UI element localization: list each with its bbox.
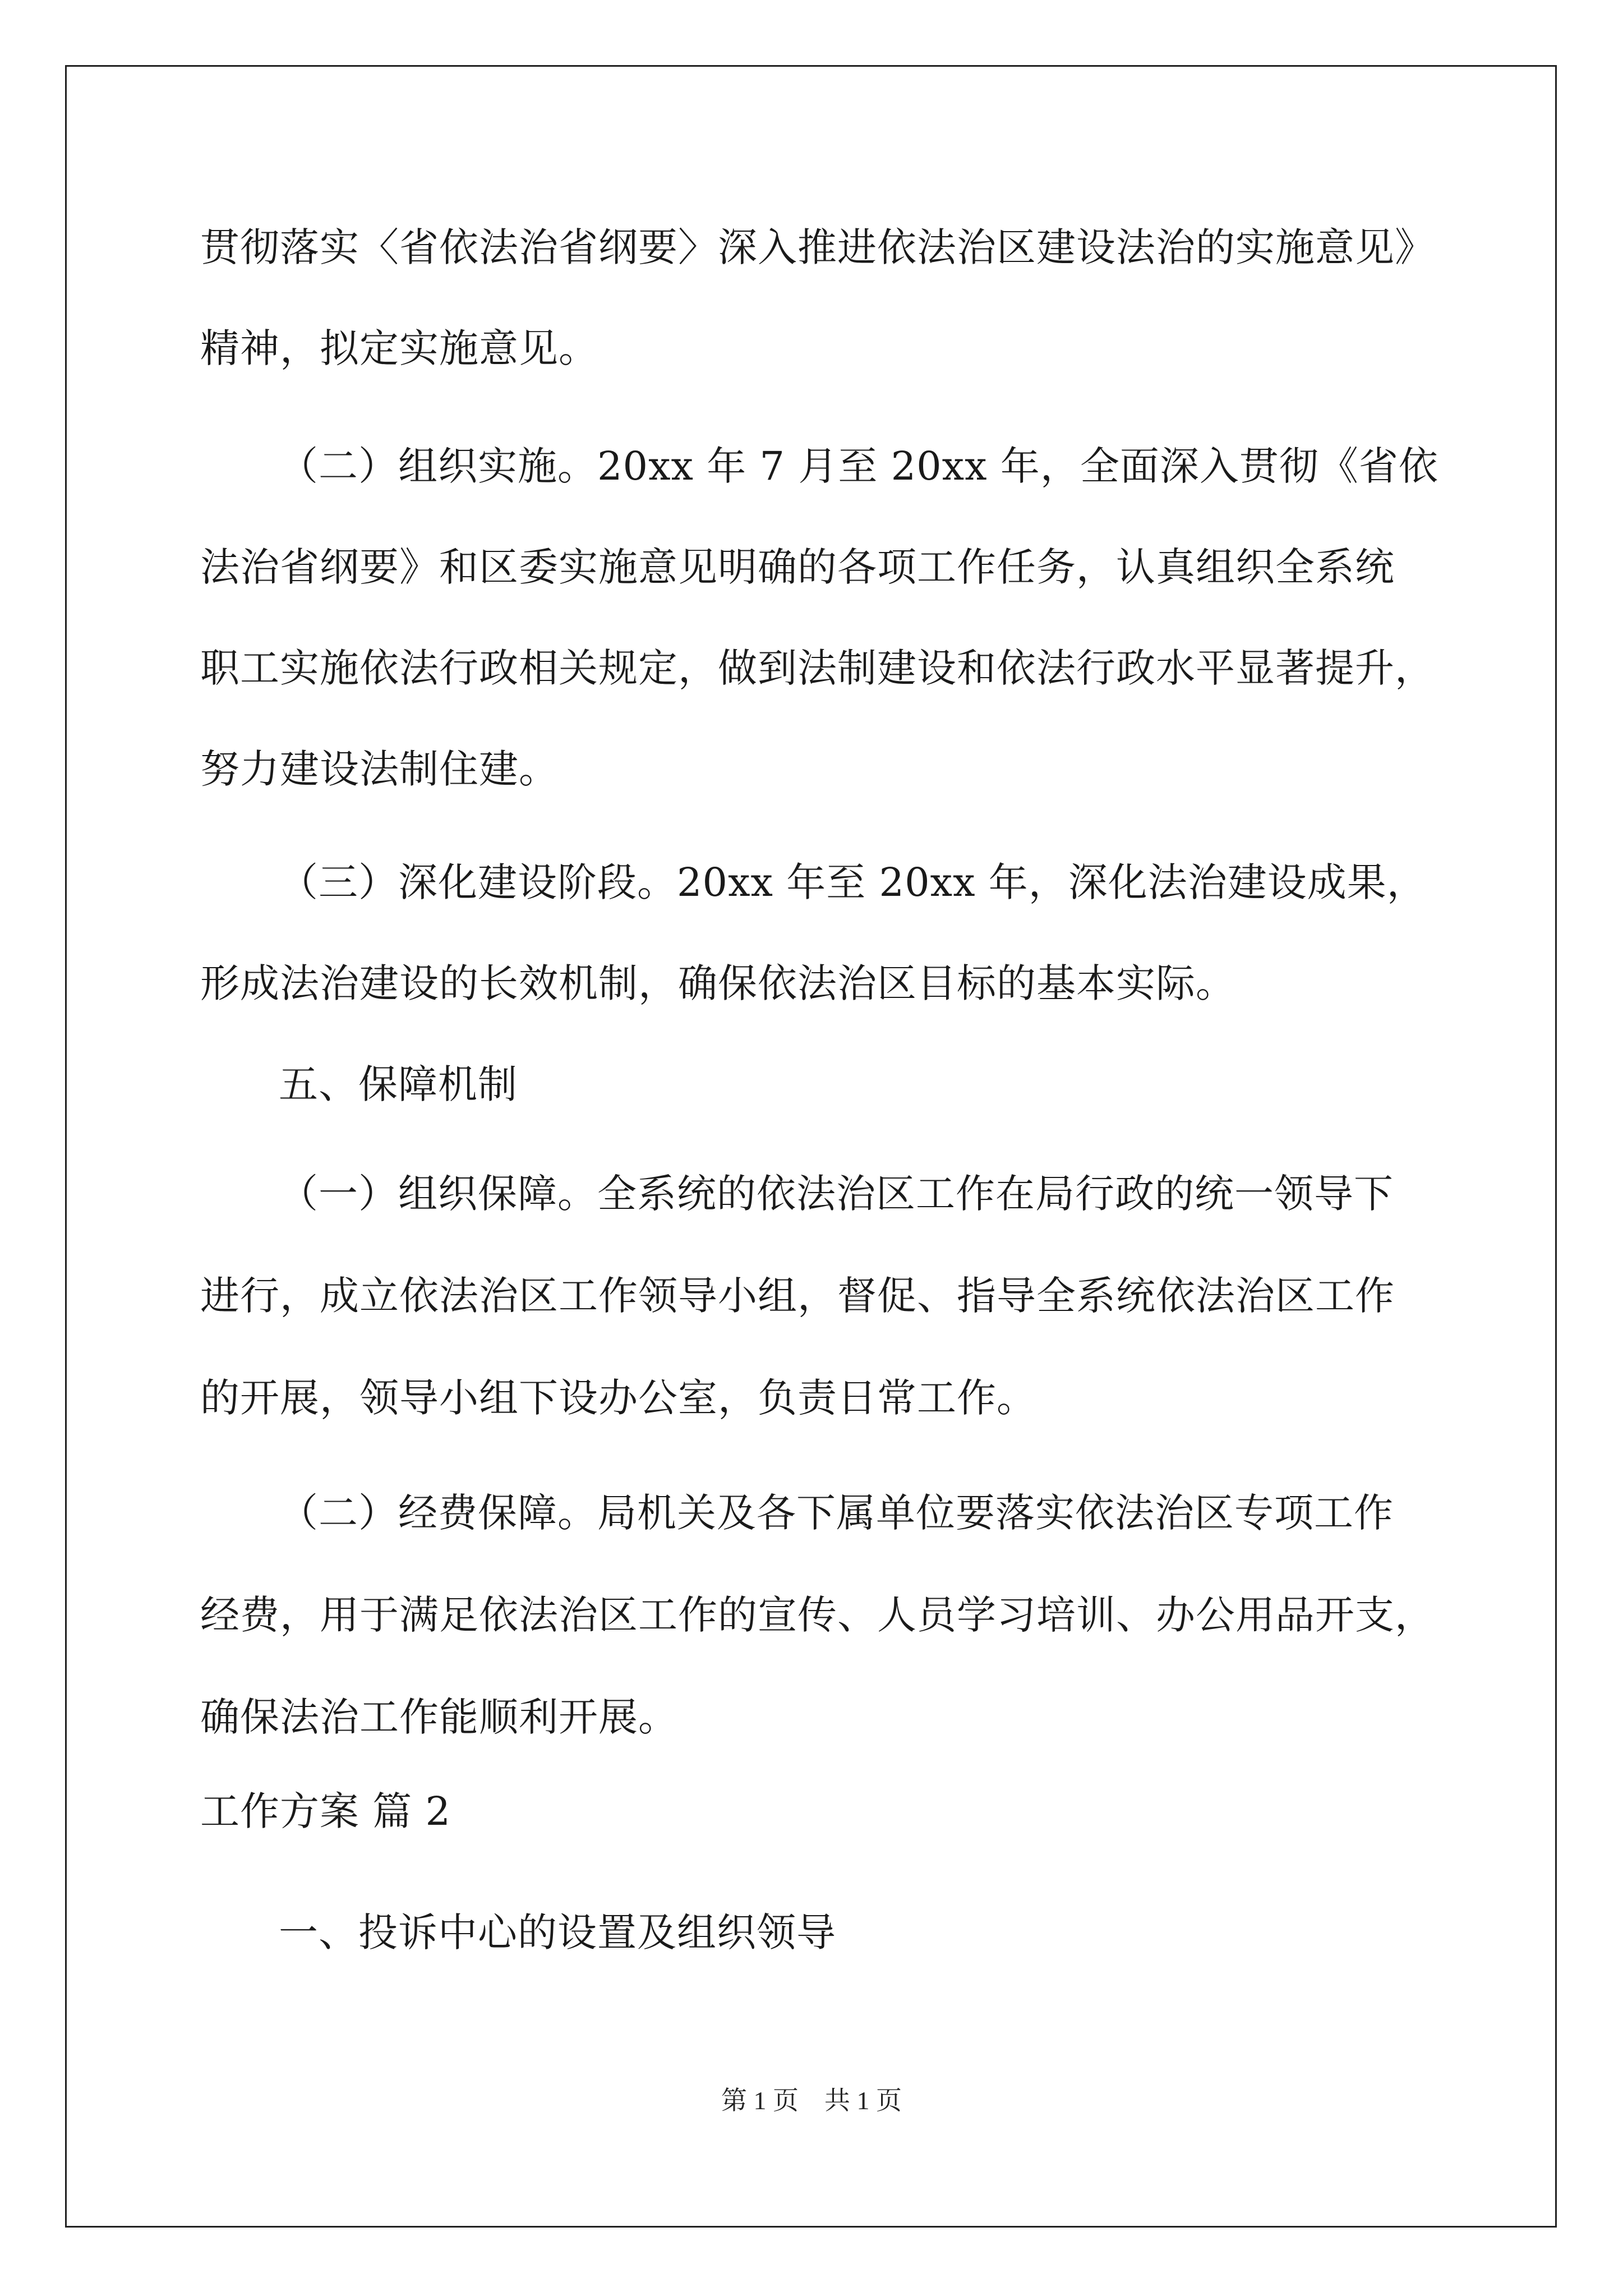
text-line-14: 经费，用于满足依法治区工作的宣传、人员学习培训、办公用品开支， [200, 1592, 1435, 1638]
text-line-6: 努力建设法制住建。 [200, 746, 559, 792]
section-title-plan-2: 工作方案 篇 2 [200, 1788, 451, 1834]
text-line-3: （二）组织实施。20xx 年 7 月至 20xx 年，全面深入贯彻《省依 [279, 443, 1438, 489]
text-line-4: 法治省纲要》和区委实施意见明确的各项工作任务，认真组织全系统 [200, 544, 1395, 590]
page-frame [65, 65, 1557, 2228]
text-line-1: 贯彻落实〈省依法治省纲要〉深入推进依法治区建设法治的实施意见》 [200, 224, 1435, 270]
text-line-10: （一）组织保障。全系统的依法治区工作在局行政的统一领导下 [279, 1171, 1394, 1217]
text-line-15: 确保法治工作能顺利开展。 [200, 1694, 678, 1740]
section-heading-guarantee: 五、保障机制 [279, 1061, 518, 1107]
text-line-11: 进行，成立依法治区工作领导小组，督促、指导全系统依法治区工作 [200, 1273, 1395, 1319]
text-line-8: 形成法治建设的长效机制，确保依法治区目标的基本实际。 [200, 960, 1235, 1006]
text-line-7: （三）深化建设阶段。20xx 年至 20xx 年，深化法治建设成果， [279, 859, 1427, 905]
text-line-13: （二）经费保障。局机关及各下属单位要落实依法治区专项工作 [279, 1490, 1394, 1536]
text-line-5: 职工实施依法行政相关规定，做到法制建设和依法行政水平显著提升， [200, 645, 1435, 691]
text-line-12: 的开展，领导小组下设办公室，负责日常工作。 [200, 1375, 1036, 1421]
text-line-2: 精神，拟定实施意见。 [200, 325, 598, 371]
page-footer: 第 1 页 共 1 页 [721, 2086, 902, 2115]
section-heading-complaint-center: 一、投诉中心的设置及组织领导 [279, 1910, 836, 1955]
